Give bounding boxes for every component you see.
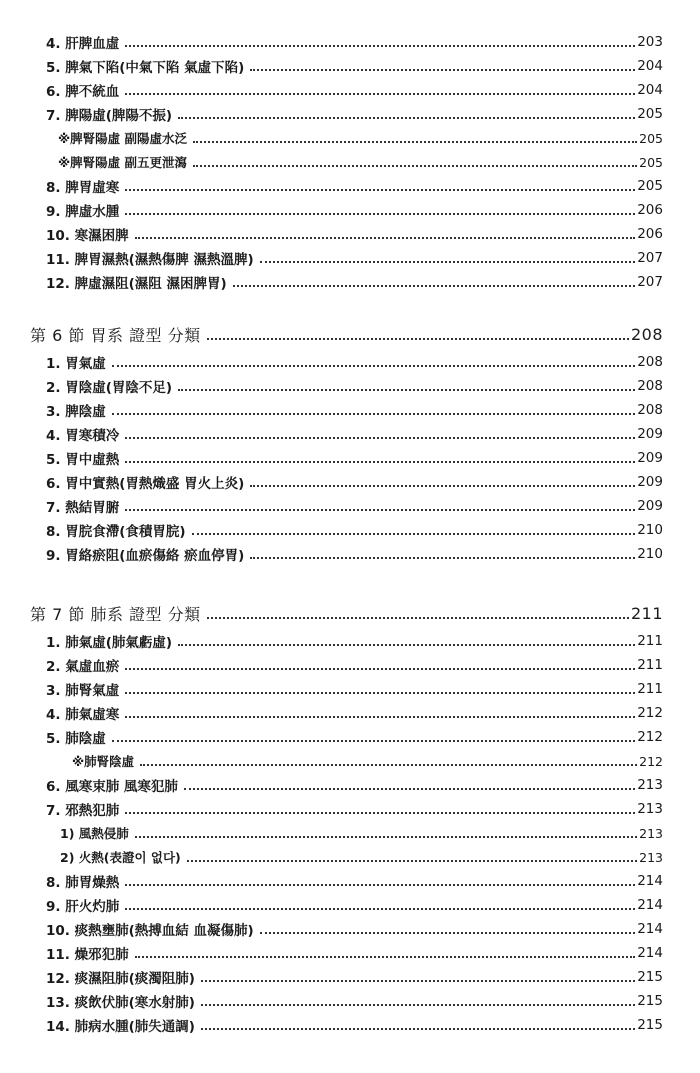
dot-leader: [125, 884, 635, 886]
dot-leader: [187, 860, 637, 862]
toc-page-number: 207: [637, 274, 663, 290]
toc-entry-title: 9. 胃絡瘀阻(血瘀傷絡 瘀血停胃): [46, 548, 245, 564]
toc-entry-title: 1) 風熱侵肺: [60, 826, 129, 841]
toc-entry: [0, 965, 700, 989]
toc-entry: [0, 869, 700, 893]
toc-entry-title: 9. 肝火灼肺: [46, 899, 120, 915]
toc-entry: [0, 917, 700, 941]
dot-leader: [112, 365, 635, 367]
toc-entry: [0, 198, 700, 222]
toc-entry: [0, 893, 700, 917]
dot-leader: [178, 389, 635, 391]
toc-entry: [0, 78, 700, 102]
toc-entry-title: 3. 肺腎氣虛: [46, 683, 120, 699]
toc-page-number: 214: [637, 945, 663, 961]
dot-leader: [233, 285, 636, 287]
toc-entry-title: 7. 熱結胃腑: [46, 500, 120, 516]
toc-entry-title: 第 7 節 肺系 證型 分類: [30, 604, 201, 624]
dot-leader: [125, 93, 635, 95]
toc-entry: [0, 941, 700, 965]
toc-entry-title: 8. 肺胃燥熱: [46, 875, 120, 891]
dot-leader: [201, 1004, 635, 1006]
toc-page-number: 210: [637, 522, 663, 538]
toc-entry: [0, 174, 700, 198]
dot-leader: [193, 165, 637, 167]
toc-page-number: 204: [637, 82, 663, 98]
toc-entry: [0, 989, 700, 1013]
toc-entry: [0, 398, 700, 422]
toc-page-number: 209: [637, 498, 663, 514]
toc-page-number: 212: [637, 705, 663, 721]
toc-page-number: 208: [637, 354, 663, 370]
toc-subentry: [0, 126, 700, 150]
toc-page-number: 211: [637, 657, 663, 673]
toc-entry-title: 2) 火熱(表證이 없다): [60, 850, 181, 865]
toc-entry: [0, 246, 700, 270]
toc-entry: [0, 653, 700, 677]
toc-entry-title: 1. 肺氣虛(肺氣虧虛): [46, 635, 173, 651]
toc-page-number: 205: [637, 106, 663, 122]
toc-page-number: 208: [637, 378, 663, 394]
toc-entry: [0, 1013, 700, 1037]
toc-entry-title: 5. 胃中虛熱: [46, 452, 120, 468]
toc-page-number: 209: [637, 474, 663, 490]
toc-entry-title: 5. 脾氣下陷(中氣下陷 氣虛下陷): [46, 60, 245, 76]
toc-page-number: 215: [637, 993, 663, 1009]
toc-subentry: [0, 150, 700, 174]
toc-page-number: 213: [639, 849, 663, 865]
toc-page-number: 213: [639, 825, 663, 841]
dot-leader: [125, 45, 635, 47]
dot-leader: [192, 533, 636, 535]
toc-entry-title: 3. 脾陰虛: [46, 404, 106, 420]
toc-section-heading: [0, 601, 700, 625]
dot-leader: [112, 740, 635, 742]
toc-subentry: [0, 845, 700, 869]
toc-entry: [0, 518, 700, 542]
toc-entry: [0, 222, 700, 246]
toc-entry-title: 2. 氣虛血瘀: [46, 659, 120, 675]
toc-subentry: [0, 821, 700, 845]
dot-leader: [135, 237, 636, 239]
toc-entry-title: 2. 胃陰虛(胃陰不足): [46, 380, 173, 396]
toc-entry-title: 14. 肺病水腫(肺失通調): [46, 1019, 195, 1035]
toc-page-number: 213: [637, 801, 663, 817]
toc-page-number: 208: [637, 402, 663, 418]
toc-entry: [0, 102, 700, 126]
dot-leader: [193, 141, 637, 143]
dot-leader: [125, 437, 635, 439]
toc-entry-title: 10. 痰熱壅肺(熱搏血結 血凝傷肺): [46, 923, 254, 939]
toc-page-number: 206: [637, 226, 663, 242]
toc-page-number: 214: [637, 921, 663, 937]
dot-leader: [178, 117, 635, 119]
toc-entry-title: 6. 胃中實熱(胃熱熾盛 胃火上炎): [46, 476, 245, 492]
toc-page-number: 205: [637, 178, 663, 194]
toc-entry-title: 8. 脾胃虛寒: [46, 180, 120, 196]
dot-leader: [250, 485, 635, 487]
dot-leader: [125, 668, 635, 670]
toc-entry: [0, 470, 700, 494]
dot-leader: [250, 557, 635, 559]
dot-leader: [125, 812, 635, 814]
toc-page-number: 214: [637, 873, 663, 889]
toc-entry: [0, 629, 700, 653]
toc-page-number: 203: [637, 34, 663, 50]
toc-page-number: 215: [637, 969, 663, 985]
toc-page-number: 207: [637, 250, 663, 266]
toc-entry-title: 12. 痰濕阻肺(痰濁阻肺): [46, 971, 195, 987]
toc-entry-title: 7. 脾陽虛(脾陽不振): [46, 108, 173, 124]
toc-entry-title: 11. 燥邪犯肺: [46, 947, 129, 963]
toc-entry-title: 8. 胃脘食滯(食積胃脘): [46, 524, 186, 540]
dot-leader: [140, 764, 637, 766]
toc-page-number: 214: [637, 897, 663, 913]
toc-entry-title: ※肺腎陰虛: [72, 754, 135, 769]
toc-entry-title: 12. 脾虛濕阻(濕阻 濕困脾胃): [46, 276, 227, 292]
toc-page-number: 211: [637, 633, 663, 649]
toc-entry-title: 4. 肝脾血虛: [46, 36, 120, 52]
toc-subentry: [0, 749, 700, 773]
toc-entry: [0, 54, 700, 78]
dot-leader: [201, 1028, 635, 1030]
toc-entry: [0, 446, 700, 470]
dot-leader: [250, 69, 635, 71]
toc-entry-title: 10. 寒濕困脾: [46, 228, 129, 244]
toc-entry-title: 第 6 節 胃系 證型 分類: [30, 325, 201, 345]
toc-entry-title: 11. 脾胃濕熱(濕熱傷脾 濕熱溫脾): [46, 252, 254, 268]
toc-entry: [0, 494, 700, 518]
toc-page-number: 211: [637, 681, 663, 697]
dot-leader: [125, 908, 635, 910]
toc-entry: [0, 701, 700, 725]
toc-entry: [0, 374, 700, 398]
toc-page-number: 213: [637, 777, 663, 793]
toc-entry-title: ※脾腎陽虛 副陽虛水泛: [58, 131, 188, 146]
toc-entry: [0, 350, 700, 374]
toc-page-number: 209: [637, 426, 663, 442]
dot-leader: [135, 836, 637, 838]
toc-page-number: 205: [639, 154, 663, 170]
dot-leader: [201, 980, 635, 982]
dot-leader: [260, 932, 636, 934]
dot-leader: [184, 788, 635, 790]
toc-page-number: 211: [630, 603, 663, 623]
toc-page-number: 208: [630, 324, 663, 344]
toc-entry: [0, 725, 700, 749]
toc-page-number: 215: [637, 1017, 663, 1033]
toc-page-number: 206: [637, 202, 663, 218]
dot-leader: [125, 213, 635, 215]
toc-entry-title: ※脾腎陽虛 副五更泄瀉: [58, 155, 188, 170]
toc-entry: [0, 30, 700, 54]
toc-entry: [0, 422, 700, 446]
toc-entry: [0, 270, 700, 294]
toc-entry: [0, 797, 700, 821]
toc-section-heading: [0, 322, 700, 346]
toc-page-number: 212: [639, 753, 663, 769]
toc-entry-title: 1. 胃氣虛: [46, 356, 106, 372]
dot-leader: [125, 716, 635, 718]
toc-entry-title: 4. 肺氣虛寒: [46, 707, 120, 723]
toc-entry-title: 9. 脾虛水腫: [46, 204, 120, 220]
dot-leader: [125, 692, 635, 694]
toc-page-number: 212: [637, 729, 663, 745]
toc-entry: [0, 677, 700, 701]
dot-leader: [178, 644, 635, 646]
dot-leader: [125, 189, 635, 191]
toc-entry-title: 7. 邪熱犯肺: [46, 803, 120, 819]
toc-entry: [0, 773, 700, 797]
toc-page-number: 205: [639, 130, 663, 146]
dot-leader: [207, 617, 629, 619]
toc-entry: [0, 542, 700, 566]
toc-page-number: 204: [637, 58, 663, 74]
dot-leader: [207, 338, 629, 340]
toc-entry-title: 4. 胃寒積冷: [46, 428, 120, 444]
dot-leader: [125, 509, 635, 511]
dot-leader: [125, 461, 635, 463]
toc-entry-title: 13. 痰飲伏肺(寒水射肺): [46, 995, 195, 1011]
dot-leader: [260, 261, 636, 263]
toc-page-number: 209: [637, 450, 663, 466]
dot-leader: [135, 956, 636, 958]
toc-entry-title: 5. 肺陰虛: [46, 731, 106, 747]
dot-leader: [112, 413, 635, 415]
toc-entry-title: 6. 脾不統血: [46, 84, 120, 100]
toc-entry-title: 6. 風寒束肺 風寒犯肺: [46, 779, 178, 795]
toc-page-number: 210: [637, 546, 663, 562]
